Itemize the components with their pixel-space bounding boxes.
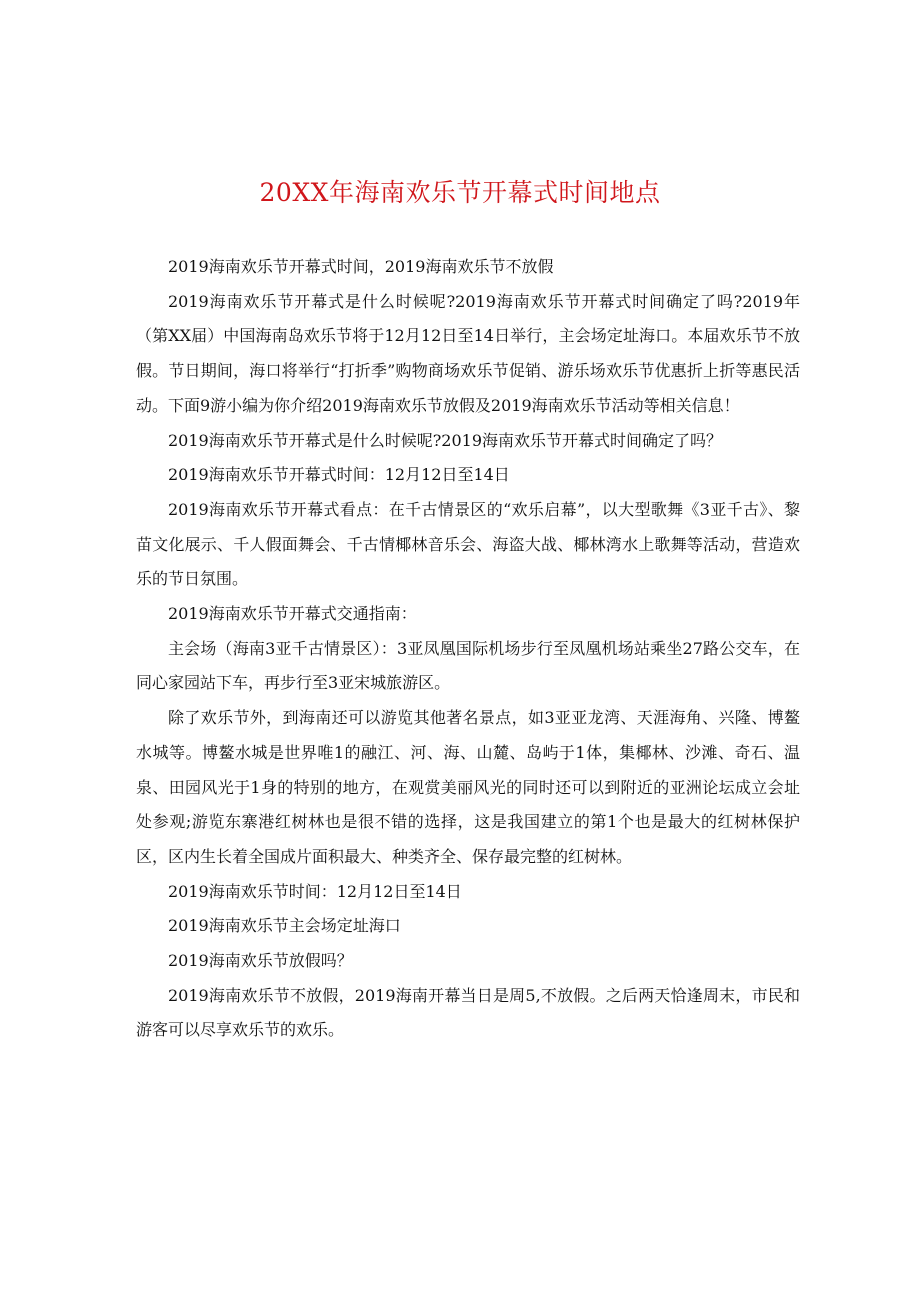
paragraph-7: 主会场（海南3亚千古情景区）：3亚凤凰国际机场步行至凤凰机场站乘坐27路公交车，在同心家园站下车，再步行至3亚宋城旅游区。 [136,638,800,693]
paragraph-10: 2019海南欢乐节主会场定址海口 [168,916,401,936]
paragraph-5: 2019海南欢乐节开幕式看点：在千古情景区的“欢乐启幕”，以大型歌舞《3亚千古》、黎苗文化展示、千人假面舞会、千古情椰林音乐会、海盗大战、椰林湾水上歌舞等活动，营造欢乐的节日氛围。 [136,499,800,589]
paragraph-2: 2019海南欢乐节开幕式是什么时候呢?2019海南欢乐节开幕式时间确定了吗?2019年（第XX届）中国海南岛欢乐节将于12月12日至14日举行，主会场定址海口。本届欢乐节不放假。节日期间，海口将举行“打折季”购物商场欢乐节促销、游乐场欢乐节优惠折上折等惠民活动。下面9游小编为你介绍2019海南欢乐节放假及2019海南欢乐节活动等相关信息！ [136,291,800,415]
paragraph-8: 除了欢乐节外，到海南还可以游览其他著名景点，如3亚亚龙湾、天涯海角、兴隆、博鳌水城等。博鳌水城是世界唯1的融江、河、海、山麓、岛屿于1体，集椰林、沙滩、奇石、温泉、田园风光于1身的特别的地方，在观赏美丽风光的同时还可以到附近的亚洲论坛成立会址处参观;游览东寨港红树林也是很不错的选择，这是我国建立的第1个也是最大的红树林保护区，区内生长着全国成片面积最大、种类齐全、保存最完整的红树林。 [136,708,800,866]
paragraph-12: 2019海南欢乐节不放假，2019海南开幕当日是周5,不放假。之后两天恰逢周末，市民和游客可以尽享欢乐节的欢乐。 [136,985,800,1040]
paragraph-1: 2019海南欢乐节开幕式时间，2019海南欢乐节不放假 [168,257,554,276]
paragraph-3: 2019海南欢乐节开幕式是什么时候呢?2019海南欢乐节开幕式时间确定了吗？ [168,430,723,450]
paragraph-9: 2019海南欢乐节时间：12月12日至14日 [168,881,462,901]
document-body [136,250,800,1048]
document-title: 20XX年海南欢乐节开幕式时间地点 [259,178,661,207]
paragraph-6: 2019海南欢乐节开幕式交通指南： [168,604,417,624]
paragraph-4: 2019海南欢乐节开幕式时间：12月12日至14日 [168,465,510,485]
paragraph-11: 2019海南欢乐节放假吗？ [168,951,353,971]
